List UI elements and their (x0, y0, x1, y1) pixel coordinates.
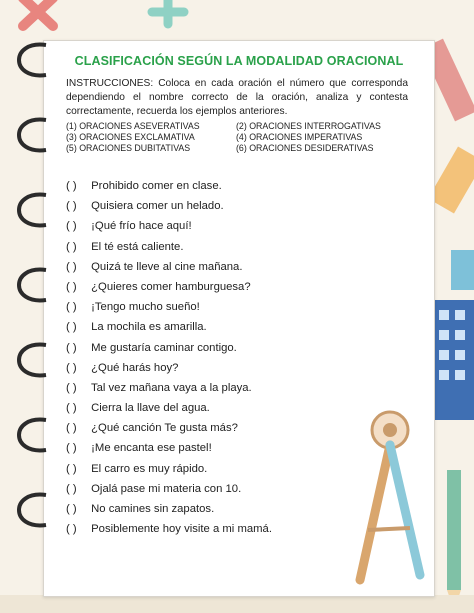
ruler-icon (433, 0, 474, 300)
answer-blank[interactable]: ( ) (66, 200, 77, 213)
sentence-text: El té está caliente. (91, 240, 184, 253)
sentence-text: ¡Tengo mucho sueño! (91, 301, 200, 314)
sentence-text: Prohibido comer en clase. (91, 180, 222, 192)
type-2-label: (2) ORACIONES INTERROGATIVAS (236, 121, 381, 131)
sentence-item (66, 277, 366, 297)
sentence-item (66, 338, 366, 358)
sentence-text: Posiblemente hoy visite a mi mamá. (91, 523, 272, 536)
answer-blank[interactable]: ( ) (66, 482, 77, 495)
sentence-item (66, 499, 366, 519)
sentence-text: No camines sin zapatos. (91, 503, 215, 515)
sentence-item (66, 459, 366, 479)
sentence-text: ¡Me encanta ese pastel! (91, 442, 212, 455)
multiply-icon (15, 0, 65, 34)
sentence-item (66, 297, 366, 317)
answer-blank[interactable]: ( ) (66, 422, 77, 435)
sentence-types-legend (66, 121, 406, 154)
calculator-icon (433, 300, 474, 420)
sentence-text: Quizá te lleve al cine mañana. (91, 260, 243, 273)
sentence-text: ¿Qué canción Te gusta más? (91, 422, 238, 435)
sentence-text: ¿Qué harás hoy? (91, 361, 179, 374)
sentence-item (66, 237, 366, 257)
answer-blank[interactable]: ( ) (66, 462, 77, 475)
answer-blank[interactable]: ( ) (66, 220, 77, 233)
sentence-item (66, 438, 366, 458)
type-6-label: (6) ORACIONES DESIDERATIVAS (236, 143, 374, 153)
sentence-text: Ojalá pase mi materia con 10. (91, 482, 242, 495)
plus-icon (140, 0, 196, 30)
type-4-label: (4) ORACIONES IMPERATIVAS (236, 132, 363, 142)
sentence-text: Me gustaría caminar contigo. (91, 341, 237, 354)
answer-blank[interactable]: ( ) (66, 381, 77, 394)
sentence-item (66, 519, 366, 539)
answer-blank[interactable]: ( ) (66, 442, 77, 455)
sentence-text: Quisiera comer un helado. (91, 200, 224, 213)
answer-blank[interactable]: ( ) (66, 402, 77, 415)
sentence-text: El carro es muy rápido. (91, 462, 208, 475)
pencil-icon (433, 470, 474, 613)
sentence-item (66, 317, 366, 337)
answer-blank[interactable]: ( ) (66, 280, 77, 293)
answer-blank[interactable]: ( ) (66, 180, 77, 192)
answer-blank[interactable]: ( ) (66, 301, 77, 314)
sentence-text: La mochila es amarilla. (91, 321, 207, 334)
sentence-text: Cierra la llave del agua. (91, 402, 210, 415)
answer-blank[interactable]: ( ) (66, 503, 77, 515)
sentence-text: ¡Qué frío hace aquí! (91, 220, 192, 233)
sentence-item (66, 358, 366, 378)
sentence-item (66, 196, 366, 216)
answer-blank[interactable]: ( ) (66, 523, 77, 536)
type-1-label: (1) ORACIONES ASEVERATIVAS (66, 121, 200, 131)
spiral-binding-icon (0, 30, 60, 590)
sentence-text: ¿Quieres comer hamburguesa? (91, 280, 251, 293)
sentence-text: Tal vez mañana vaya a la playa. (90, 381, 252, 394)
instructions-text: INSTRUCCIONES: Coloca en cada oración el número que corresponda dependiendo el nombre correcto de la oración, analiza y contesta correctamente, recuerda los ejemplos anteriores. (66, 78, 408, 117)
answer-blank[interactable]: ( ) (66, 341, 77, 354)
bottom-strip (0, 595, 474, 613)
type-3-label: (3) ORACIONES EXCLAMATIVA (66, 132, 195, 142)
sentence-list (66, 176, 366, 539)
answer-blank[interactable]: ( ) (66, 240, 77, 253)
type-5-label: (5) ORACIONES DUBITATIVAS (66, 143, 191, 153)
answer-blank[interactable]: ( ) (66, 321, 77, 334)
sentence-item (66, 418, 366, 438)
sentence-item (66, 216, 366, 236)
sentence-item (66, 176, 366, 196)
answer-blank[interactable]: ( ) (66, 260, 77, 273)
worksheet-title: CLASIFICACIÓN SEGÚN LA MODALIDAD ORACIONAL (74, 54, 404, 68)
sentence-item (66, 378, 366, 398)
sentence-item (66, 257, 366, 277)
answer-blank[interactable]: ( ) (66, 361, 77, 374)
sentence-item (66, 479, 366, 499)
sentence-item (66, 398, 366, 418)
